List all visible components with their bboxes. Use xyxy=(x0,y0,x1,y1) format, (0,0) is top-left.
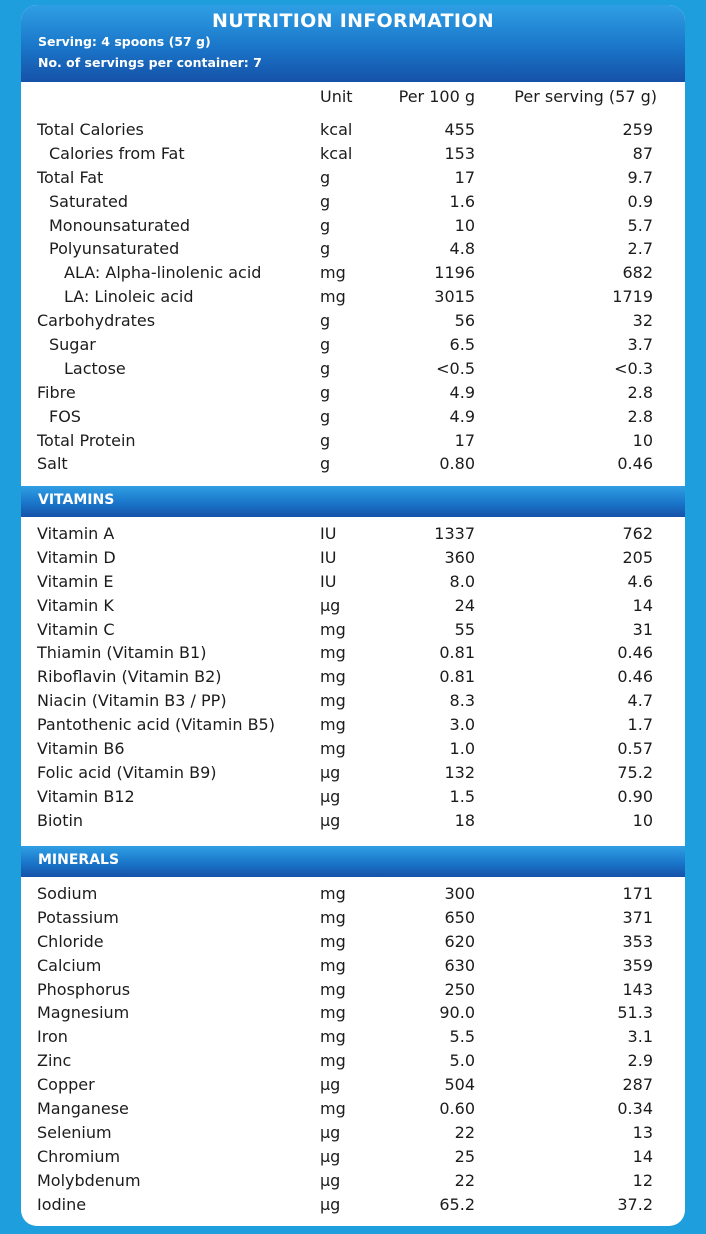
nutrient-unit: mg xyxy=(320,739,346,759)
value-per-serving: 14 xyxy=(632,1146,653,1166)
nutrient-unit: mg xyxy=(320,1003,346,1023)
table-row xyxy=(21,143,685,167)
nutrient-unit: µg xyxy=(320,786,341,806)
value-per-100g: 4.9 xyxy=(449,382,475,402)
table-row xyxy=(21,690,685,714)
table-row xyxy=(21,334,685,358)
nutrient-name: Vitamin B12 xyxy=(37,786,135,806)
table-row xyxy=(21,955,685,979)
nutrient-name: Vitamin K xyxy=(37,595,114,615)
table-row xyxy=(21,666,685,690)
value-per-100g: 0.81 xyxy=(439,667,475,687)
nutrient-name: Salt xyxy=(37,454,68,474)
nutrient-unit: kcal xyxy=(320,143,353,163)
nutrient-name: Riboflavin (Vitamin B2) xyxy=(37,667,222,687)
value-per-serving: 75.2 xyxy=(617,762,653,782)
column-header-per-100g: Per 100 g xyxy=(398,87,475,106)
table-row xyxy=(21,714,685,738)
table-row xyxy=(21,167,685,191)
nutrient-unit: mg xyxy=(320,1099,346,1119)
nutrient-unit: µg xyxy=(320,1146,341,1166)
value-per-100g: 55 xyxy=(454,619,475,639)
table-row xyxy=(21,310,685,334)
nutrient-unit: µg xyxy=(320,1170,341,1190)
nutrient-name: Copper xyxy=(37,1075,95,1095)
table-row xyxy=(21,979,685,1003)
table-row xyxy=(21,1050,685,1074)
nutrient-unit: mg xyxy=(320,287,346,307)
value-per-serving: 371 xyxy=(622,907,653,927)
value-per-100g: 22 xyxy=(454,1122,475,1142)
nutrient-unit: g xyxy=(320,191,331,211)
nutrient-name: Chloride xyxy=(37,931,104,951)
value-per-100g: 650 xyxy=(444,907,475,927)
value-per-100g: 300 xyxy=(444,884,475,903)
value-per-serving: 9.7 xyxy=(627,167,653,187)
value-per-serving: 4.6 xyxy=(627,571,653,591)
nutrient-unit: µg xyxy=(320,762,341,782)
nutrient-unit: mg xyxy=(320,907,346,927)
nutrient-name: Zinc xyxy=(37,1051,72,1071)
value-per-serving: 14 xyxy=(632,595,653,615)
nutrient-unit: kcal xyxy=(320,120,353,139)
nutrient-unit: mg xyxy=(320,1051,346,1071)
nutrient-name: Total Calories xyxy=(37,120,144,139)
nutrient-unit: mg xyxy=(320,619,346,639)
value-per-serving: 359 xyxy=(622,955,653,975)
nutrient-unit: mg xyxy=(320,715,346,735)
value-per-100g: 132 xyxy=(444,762,475,782)
servings-per-container: No. of servings per container: 7 xyxy=(38,55,262,70)
nutrient-unit: mg xyxy=(320,1027,346,1047)
column-header-unit: Unit xyxy=(320,87,353,106)
nutrient-name: Vitamin A xyxy=(37,524,115,543)
table-row xyxy=(21,547,685,571)
nutrient-name: Fibre xyxy=(37,382,76,402)
value-per-serving: 31 xyxy=(632,619,653,639)
value-per-serving: 762 xyxy=(622,524,653,543)
vitamins-section-header: VITAMINS xyxy=(21,486,685,517)
nutrient-name: Biotin xyxy=(37,810,84,830)
vitamins-table xyxy=(21,523,685,834)
value-per-100g: 22 xyxy=(454,1170,475,1190)
nutrient-name: Sugar xyxy=(49,335,96,355)
value-per-100g: 25 xyxy=(454,1146,475,1166)
nutrient-name: Niacin (Vitamin B3 / PP) xyxy=(37,691,227,711)
value-per-100g: <0.5 xyxy=(436,358,475,378)
table-row xyxy=(21,215,685,239)
nutrient-unit: µg xyxy=(320,1122,341,1142)
value-per-100g: 8.3 xyxy=(449,691,475,711)
table-row xyxy=(21,262,685,286)
table-row xyxy=(21,1194,685,1218)
nutrient-unit: g xyxy=(320,382,331,402)
value-per-serving: <0.3 xyxy=(614,358,653,378)
table-row xyxy=(21,191,685,215)
table-row xyxy=(21,1122,685,1146)
table-row xyxy=(21,907,685,931)
nutrient-unit: IU xyxy=(320,524,337,543)
nutrient-name: Iron xyxy=(37,1027,68,1047)
table-row xyxy=(21,595,685,619)
value-per-100g: 504 xyxy=(444,1075,475,1095)
nutrient-name: Selenium xyxy=(37,1122,112,1142)
nutrient-name: Monounsaturated xyxy=(49,215,191,235)
value-per-serving: 0.46 xyxy=(617,454,653,474)
value-per-100g: 5.0 xyxy=(449,1051,475,1071)
table-row xyxy=(21,1170,685,1194)
nutrient-unit: g xyxy=(320,358,331,378)
table-row xyxy=(21,571,685,595)
table-row xyxy=(21,619,685,643)
value-per-serving: 87 xyxy=(632,143,653,163)
value-per-100g: 90.0 xyxy=(439,1003,475,1023)
value-per-serving: 2.9 xyxy=(627,1051,653,1071)
table-row xyxy=(21,1026,685,1050)
value-per-100g: 1.5 xyxy=(449,786,475,806)
nutrition-panel xyxy=(21,5,685,1226)
table-row xyxy=(21,762,685,786)
nutrient-unit: mg xyxy=(320,643,346,663)
nutrient-name: Chromium xyxy=(37,1146,121,1166)
table-row xyxy=(21,453,685,477)
value-per-serving: 0.9 xyxy=(627,191,653,211)
nutrient-name: Phosphorus xyxy=(37,979,131,999)
value-per-serving: 1719 xyxy=(612,287,653,307)
table-row xyxy=(21,1002,685,1026)
value-per-serving: 0.34 xyxy=(617,1099,653,1119)
nutrient-unit: g xyxy=(320,406,331,426)
nutrient-name: Total Fat xyxy=(37,167,104,187)
table-row xyxy=(21,1074,685,1098)
nutrient-name: FOS xyxy=(49,406,81,426)
table-row xyxy=(21,786,685,810)
value-per-100g: 3.0 xyxy=(449,715,475,735)
table-row xyxy=(21,883,685,907)
nutrient-name: Lactose xyxy=(64,358,126,378)
nutrient-name: Sodium xyxy=(37,884,98,903)
table-row xyxy=(21,1146,685,1170)
value-per-100g: 56 xyxy=(454,311,475,331)
table-row xyxy=(21,358,685,382)
value-per-serving: 51.3 xyxy=(617,1003,653,1023)
value-per-serving: 32 xyxy=(632,311,653,331)
table-row xyxy=(21,238,685,262)
minerals-table xyxy=(21,883,685,1217)
value-per-serving: 353 xyxy=(622,931,653,951)
table-row xyxy=(21,119,685,143)
nutrient-name: Iodine xyxy=(37,1194,87,1214)
table-row xyxy=(21,286,685,310)
nutrient-unit: mg xyxy=(320,691,346,711)
value-per-100g: 0.80 xyxy=(439,454,475,474)
value-per-serving: 12 xyxy=(632,1170,653,1190)
value-per-serving: 2.8 xyxy=(627,406,653,426)
value-per-serving: 0.57 xyxy=(617,739,653,759)
value-per-serving: 10 xyxy=(632,810,653,830)
minerals-section-header: MINERALS xyxy=(21,846,685,877)
value-per-serving: 0.90 xyxy=(617,786,653,806)
value-per-100g: 3015 xyxy=(434,287,475,307)
nutrient-unit: IU xyxy=(320,571,337,591)
value-per-100g: 4.9 xyxy=(449,406,475,426)
table-row xyxy=(21,738,685,762)
nutrient-name: Magnesium xyxy=(37,1003,130,1023)
nutrient-name: Pantothenic acid (Vitamin B5) xyxy=(37,715,275,735)
table-row xyxy=(21,406,685,430)
nutrient-name: Molybdenum xyxy=(37,1170,141,1190)
nutrient-unit: mg xyxy=(320,931,346,951)
nutrient-unit: mg xyxy=(320,955,346,975)
nutrient-name: Folic acid (Vitamin B9) xyxy=(37,762,217,782)
value-per-serving: 682 xyxy=(622,263,653,283)
value-per-100g: 17 xyxy=(454,167,475,187)
value-per-100g: 250 xyxy=(444,979,475,999)
nutrient-unit: mg xyxy=(320,263,346,283)
nutrient-name: Vitamin C xyxy=(37,619,115,639)
value-per-100g: 0.60 xyxy=(439,1099,475,1119)
table-row xyxy=(21,382,685,406)
value-per-serving: 13 xyxy=(632,1122,653,1142)
serving-size: Serving: 4 spoons (57 g) xyxy=(38,34,211,49)
value-per-serving: 4.7 xyxy=(627,691,653,711)
nutrient-unit: mg xyxy=(320,884,346,903)
nutrient-unit: g xyxy=(320,167,331,187)
value-per-serving: 37.2 xyxy=(617,1194,653,1214)
nutrient-name: Thiamin (Vitamin B1) xyxy=(37,643,207,663)
table-row xyxy=(21,931,685,955)
nutrient-name: Potassium xyxy=(37,907,119,927)
nutrient-name: LA: Linoleic acid xyxy=(64,287,194,307)
nutrient-unit: g xyxy=(320,335,331,355)
nutrient-unit: mg xyxy=(320,667,346,687)
nutrient-name: Carbohydrates xyxy=(37,311,156,331)
value-per-100g: 620 xyxy=(444,931,475,951)
value-per-100g: 0.81 xyxy=(439,643,475,663)
value-per-serving: 0.46 xyxy=(617,667,653,687)
nutrient-name: Vitamin E xyxy=(37,571,114,591)
value-per-100g: 10 xyxy=(454,215,475,235)
value-per-serving: 143 xyxy=(622,979,653,999)
table-row xyxy=(21,642,685,666)
value-per-serving: 1.7 xyxy=(627,715,653,735)
nutrient-name: Total Protein xyxy=(37,430,136,450)
nutrient-unit: IU xyxy=(320,547,337,567)
value-per-100g: 4.8 xyxy=(449,239,475,259)
value-per-serving: 171 xyxy=(622,884,653,903)
value-per-100g: 1.0 xyxy=(449,739,475,759)
nutrition-header xyxy=(21,5,685,82)
value-per-serving: 2.7 xyxy=(627,239,653,259)
value-per-100g: 630 xyxy=(444,955,475,975)
value-per-100g: 18 xyxy=(454,810,475,830)
table-row xyxy=(21,1098,685,1122)
value-per-100g: 455 xyxy=(444,120,475,139)
value-per-100g: 8.0 xyxy=(449,571,475,591)
nutrient-unit: g xyxy=(320,239,331,259)
nutrient-unit: µg xyxy=(320,595,341,615)
nutrient-name: Calories from Fat xyxy=(49,143,185,163)
table-row xyxy=(21,523,685,547)
value-per-serving: 2.8 xyxy=(627,382,653,402)
nutrient-name: ALA: Alpha-linolenic acid xyxy=(64,263,262,283)
value-per-100g: 1.6 xyxy=(449,191,475,211)
value-per-100g: 5.5 xyxy=(449,1027,475,1047)
page-title: NUTRITION INFORMATION xyxy=(212,10,494,32)
nutrient-name: Vitamin D xyxy=(37,547,116,567)
nutrient-name: Saturated xyxy=(49,191,129,211)
value-per-serving: 205 xyxy=(622,547,653,567)
value-per-100g: 1196 xyxy=(434,263,475,283)
nutrient-name: Manganese xyxy=(37,1099,129,1119)
nutrient-unit: g xyxy=(320,430,331,450)
value-per-100g: 24 xyxy=(454,595,475,615)
value-per-serving: 5.7 xyxy=(627,215,653,235)
nutrient-unit: mg xyxy=(320,979,346,999)
value-per-100g: 17 xyxy=(454,430,475,450)
nutrient-unit: µg xyxy=(320,810,341,830)
value-per-100g: 360 xyxy=(444,547,475,567)
value-per-serving: 0.46 xyxy=(617,643,653,663)
value-per-serving: 10 xyxy=(632,430,653,450)
nutrition-table xyxy=(21,119,685,477)
value-per-serving: 259 xyxy=(622,120,653,139)
value-per-100g: 1337 xyxy=(434,524,475,543)
value-per-100g: 6.5 xyxy=(449,335,475,355)
value-per-serving: 3.1 xyxy=(627,1027,653,1047)
nutrient-unit: g xyxy=(320,311,331,331)
nutrient-unit: µg xyxy=(320,1194,341,1214)
value-per-serving: 3.7 xyxy=(627,335,653,355)
column-headers xyxy=(21,87,685,111)
value-per-100g: 153 xyxy=(444,143,475,163)
nutrient-name: Vitamin B6 xyxy=(37,739,125,759)
table-row xyxy=(21,810,685,834)
nutrient-name: Calcium xyxy=(37,955,102,975)
nutrient-unit: g xyxy=(320,454,331,474)
nutrient-unit: µg xyxy=(320,1075,341,1095)
column-header-per-serving: Per serving (57 g) xyxy=(514,87,657,106)
nutrient-unit: g xyxy=(320,215,331,235)
value-per-serving: 287 xyxy=(622,1075,653,1095)
value-per-100g: 65.2 xyxy=(439,1194,475,1214)
table-row xyxy=(21,430,685,454)
nutrient-name: Polyunsaturated xyxy=(49,239,180,259)
